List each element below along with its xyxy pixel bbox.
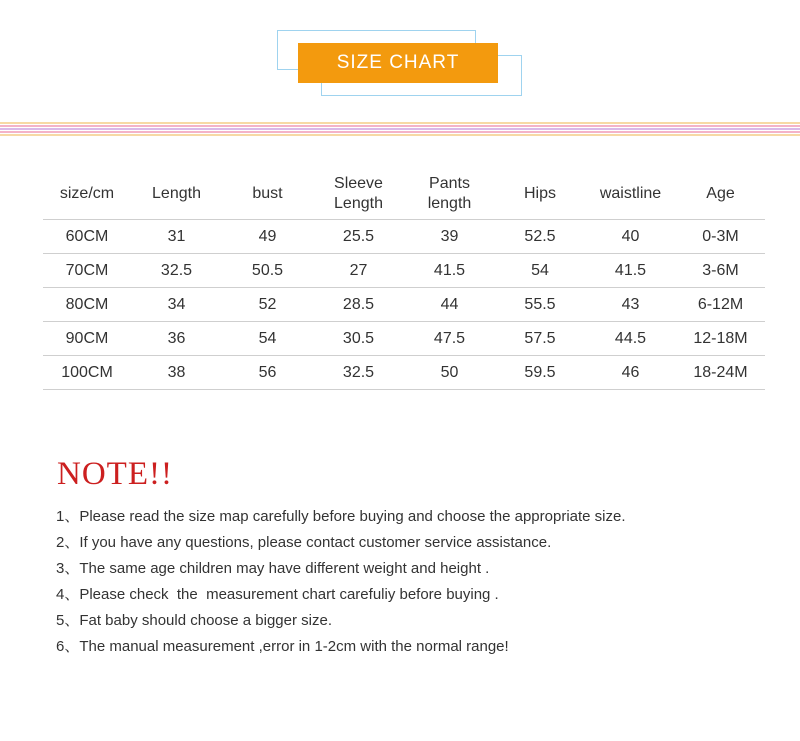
table-row xyxy=(43,322,765,356)
table-cell: 6-12M xyxy=(676,288,765,322)
table-cell: 70CM xyxy=(43,254,131,288)
table-cell: 59.5 xyxy=(495,356,585,390)
table-cell: 40 xyxy=(585,220,676,254)
column-header-text: Sleeve Length xyxy=(334,174,383,212)
table-cell: 0-3M xyxy=(676,220,765,254)
column-header-age: Age xyxy=(676,168,765,220)
table-cell: 55.5 xyxy=(495,288,585,322)
table-cell: 18-24M xyxy=(676,356,765,390)
size-chart-title: SIZE CHART xyxy=(298,43,498,83)
table-cell: 80CM xyxy=(43,288,131,322)
table-row xyxy=(43,288,765,322)
table-cell: 44.5 xyxy=(585,322,676,356)
size-table xyxy=(43,168,765,390)
table-cell: 41.5 xyxy=(404,254,495,288)
table-row xyxy=(43,220,765,254)
note-list xyxy=(56,507,626,663)
table-row xyxy=(43,254,765,288)
table-cell: 50.5 xyxy=(222,254,313,288)
column-header-hips: Hips xyxy=(495,168,585,220)
column-header-sleeve-length xyxy=(313,168,404,220)
note-item: 1、Please read the size map carefully before buying and choose the appropriate size. xyxy=(56,508,626,525)
table-cell: 56 xyxy=(222,356,313,390)
table-cell: 54 xyxy=(495,254,585,288)
column-header-size: size/cm xyxy=(43,168,131,220)
table-cell: 34 xyxy=(131,288,222,322)
table-cell: 36 xyxy=(131,322,222,356)
table-cell: 39 xyxy=(404,220,495,254)
column-header-text: Pants length xyxy=(427,174,472,212)
table-cell: 50 xyxy=(404,356,495,390)
column-header-pants-length xyxy=(404,168,495,220)
column-header-bust: bust xyxy=(222,168,313,220)
table-cell: 49 xyxy=(222,220,313,254)
table-cell: 32.5 xyxy=(313,356,404,390)
table-cell: 32.5 xyxy=(131,254,222,288)
table-cell: 60CM xyxy=(43,220,131,254)
stripe xyxy=(0,122,800,124)
table-cell: 46 xyxy=(585,356,676,390)
table-cell: 3-6M xyxy=(676,254,765,288)
stripe xyxy=(0,131,800,133)
table-cell: 38 xyxy=(131,356,222,390)
table-header-row xyxy=(43,168,765,220)
table-cell: 90CM xyxy=(43,322,131,356)
table-cell: 43 xyxy=(585,288,676,322)
note-item: 3、The same age children may have different weight and height . xyxy=(56,560,490,577)
note-item: 2、If you have any questions, please contact customer service assistance. xyxy=(56,534,552,551)
table-cell: 30.5 xyxy=(313,322,404,356)
table-cell: 52 xyxy=(222,288,313,322)
table-cell: 54 xyxy=(222,322,313,356)
note-title: NOTE!! xyxy=(57,456,173,492)
column-header-waistline: waistline xyxy=(585,168,676,220)
table-cell: 12-18M xyxy=(676,322,765,356)
stripe xyxy=(0,128,800,130)
table-cell: 28.5 xyxy=(313,288,404,322)
note-item: 6、The manual measurement ,error in 1-2cm with the normal range! xyxy=(56,638,509,655)
table-row xyxy=(43,356,765,390)
stripe xyxy=(0,125,800,127)
size-chart-header xyxy=(0,0,800,110)
column-header-length: Length xyxy=(131,168,222,220)
note-item: 5、Fat baby should choose a bigger size. xyxy=(56,612,332,629)
table-cell: 44 xyxy=(404,288,495,322)
table-cell: 47.5 xyxy=(404,322,495,356)
note-item: 4、Please check the measurement chart carefuliy before buying . xyxy=(56,586,499,603)
decorative-stripes xyxy=(0,122,800,136)
table-cell: 25.5 xyxy=(313,220,404,254)
table-cell: 27 xyxy=(313,254,404,288)
table-cell: 31 xyxy=(131,220,222,254)
table-cell: 57.5 xyxy=(495,322,585,356)
table-cell: 52.5 xyxy=(495,220,585,254)
table-cell: 100CM xyxy=(43,356,131,390)
stripe xyxy=(0,134,800,136)
table-cell: 41.5 xyxy=(585,254,676,288)
